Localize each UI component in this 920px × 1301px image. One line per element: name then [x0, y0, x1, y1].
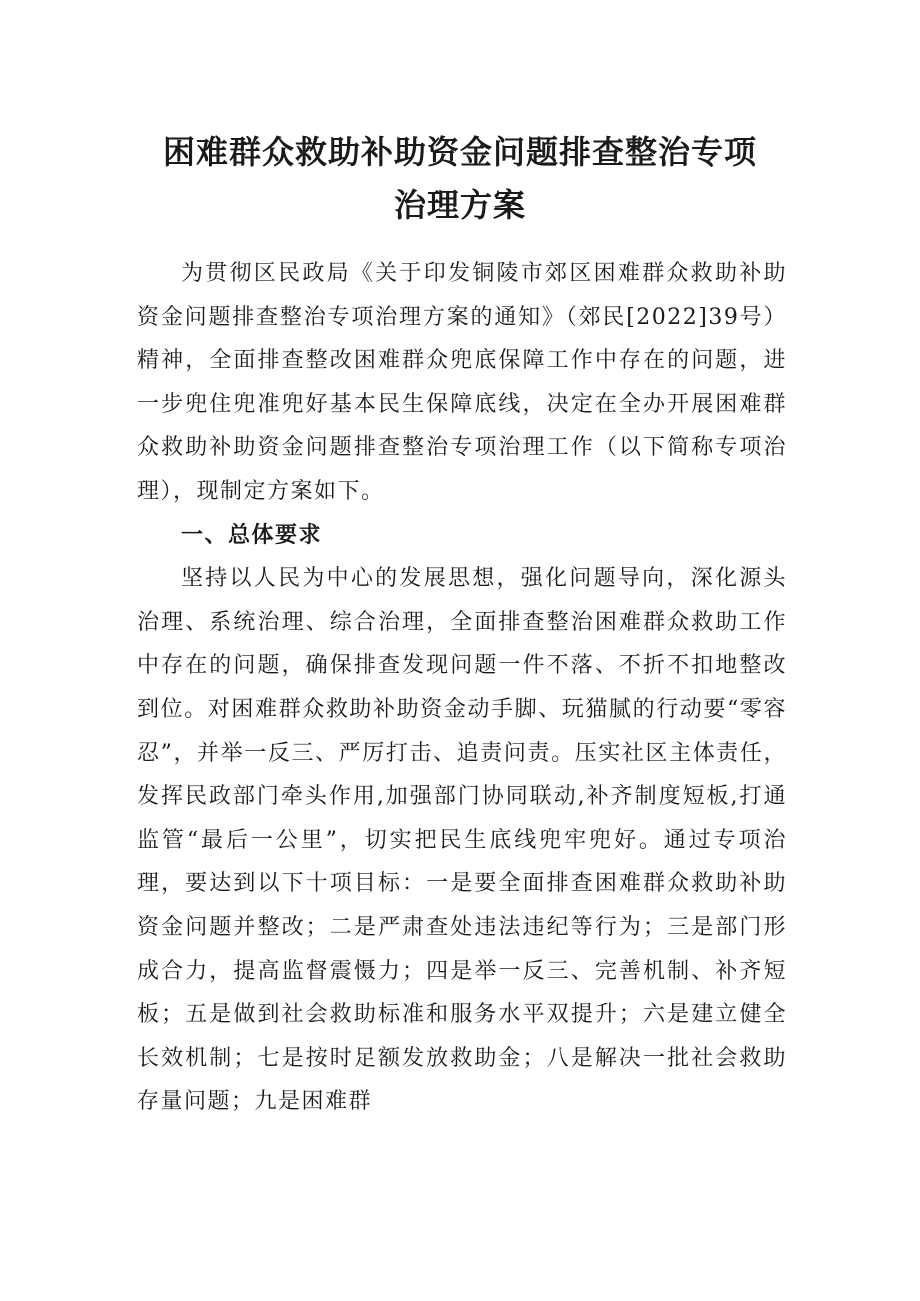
document-title-line-1: 困难群众救助补助资金问题排查整治专项	[162, 133, 757, 171]
section-1-paragraph: 坚持以人民为中心的发展思想，强化问题导向，深化源头治理、系统治理、综合治理，全面排查整治困难群众救助工作中存在的问题，确保排查发现问题一件不落、不折不扣地整改到位。对困难群众救助补助资金动手脚、玩猫腻的行动要“零容忍”，并举一反三、严厉打击、追责问责。压实社区主体责任，发挥民政部门牵头作用,加强部门协同联动,补齐制度短板,打通监管“最后一公里”，切实把民生底线兜牢兜好。通过专项治理，要达到以下十项目标：一是要全面排查困难群众救助补助资金问题并整改；二是严肃查处违法违纪等行为；三是部门形成合力，提高监督震慑力；四是举一反三、完善机制、补齐短板；五是做到社会救助标准和服务水平双提升；六是建立健全长效机制；七是按时足额发放救助金；八是解决一批社会救助存量问题；九是困难群	[137, 566, 787, 1115]
document-title-line-2: 治理方案	[393, 186, 526, 224]
section-1-heading: 一、总体要求	[181, 522, 323, 548]
intro-paragraph: 为贯彻区民政局《关于印发铜陵市郊区困难群众救助补助资金问题排查整治专项治理方案的通知》（郊民[2022]39号）精神，全面排查整改困难群众兜底保障工作中存在的问题，进一步兜住兜准兜好基本民生保障底线，决定在全办开展困难群众救助补助资金问题排查整治专项治理工作（以下简称专项治理），现制定方案如下。	[137, 261, 787, 504]
document-body	[137, 252, 787, 1124]
